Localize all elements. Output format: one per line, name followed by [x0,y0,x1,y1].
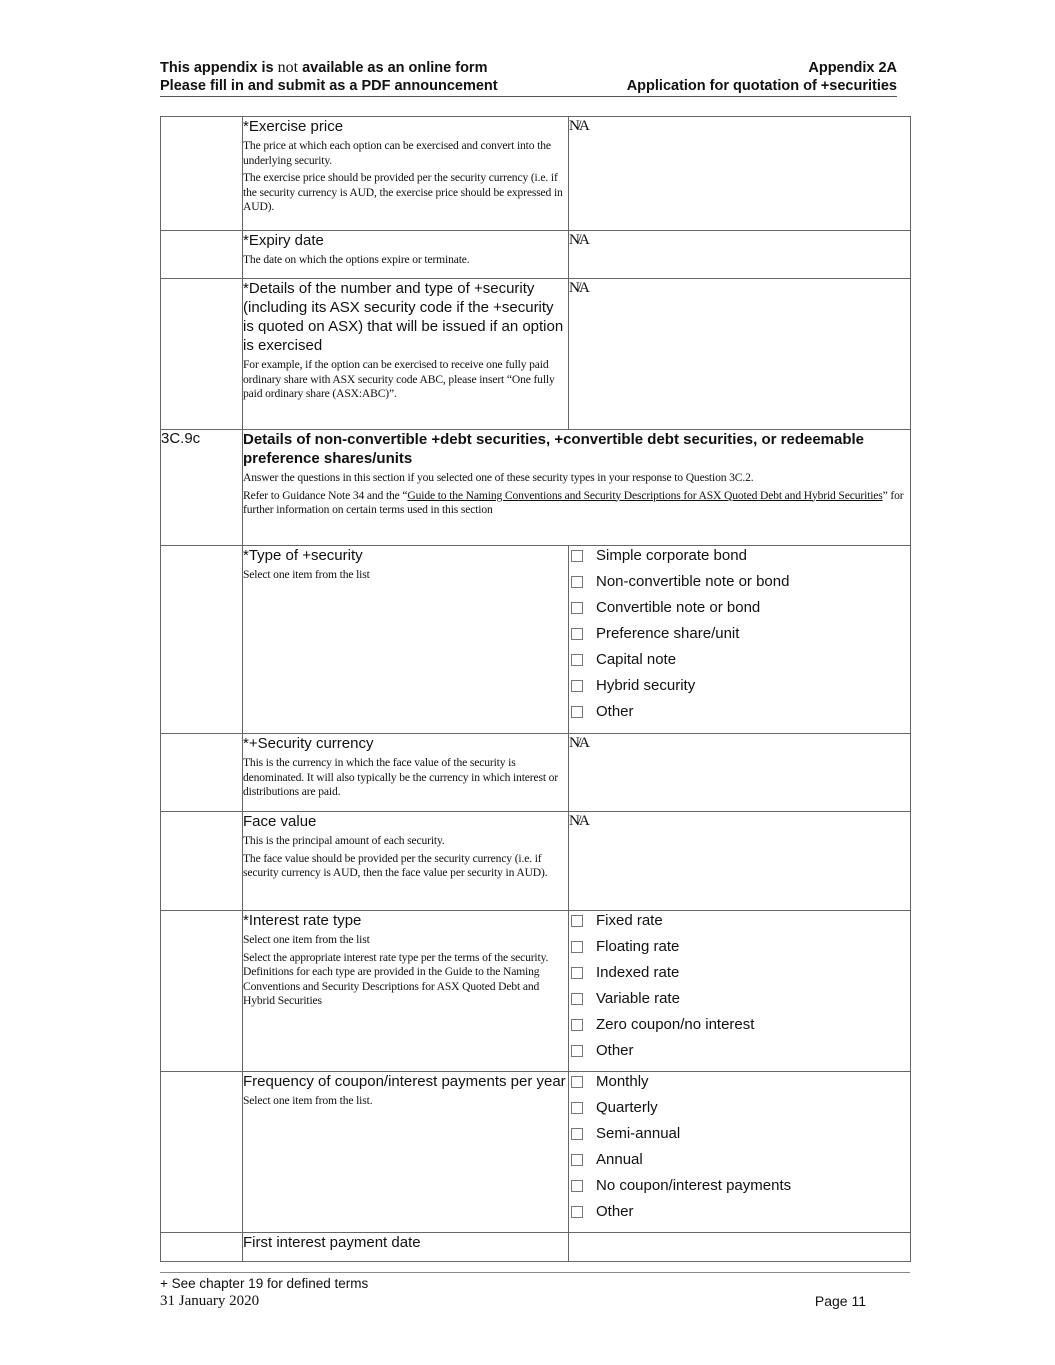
answer-cell[interactable] [569,1233,911,1262]
checkbox-option[interactable]: Floating rate [569,937,910,963]
answer-value[interactable]: N/A [569,813,588,829]
row-expiry-date [161,231,911,279]
checkbox[interactable] [571,1180,583,1192]
checkbox-option[interactable]: Semi-annual [569,1124,910,1150]
row-number-cell [161,1233,243,1262]
question-note: The price at which each option can be exercised and convert into the underlying security. [243,139,551,167]
checkbox-option[interactable]: Simple corporate bond [569,546,910,572]
checkbox-option[interactable]: Capital note [569,650,910,676]
question-note: Select one item from the list [243,568,370,581]
section-note-guidance: Refer to Guidance Note 34 and the “Guide to the Naming Conventions and Security Descriptions for ASX Quoted Debt and Hybrid Securities” for further information on certain terms used in this section [243,488,904,516]
question-title: *Details of the number and type of +security (including its ASX security code if the +security is quoted on ASX) that will be issued if an option is exercised [243,280,564,354]
checkbox[interactable] [571,602,583,614]
question-title: Frequency of coupon/interest payments per year [243,1073,566,1090]
question-title: First interest payment date [243,1234,421,1251]
question-title: *Expiry date [243,232,324,249]
question-note: The face value should be provided per the security currency (i.e. if security currency is AUD, then the face value per security in AUD). [243,851,548,879]
answer-options [569,1072,911,1233]
header-left-line2: Please fill in and submit as a PDF announcement [160,78,498,94]
question-note: This is the currency in which the face value of the security is denominated. It will also typically be the currency in which interest or distributions are paid. [243,756,559,798]
row-number-cell [161,911,243,1072]
header-appendix-label: Appendix 2A [808,60,897,76]
checkbox[interactable] [571,941,583,953]
section-title: Details of non-convertible +debt securities, +convertible debt securities, or redeemable preference shares/units [243,431,865,467]
checkbox[interactable] [571,1076,583,1088]
checkbox-option[interactable]: Quarterly [569,1098,910,1124]
row-first-interest-date [161,1233,911,1262]
row-interest-rate-type [161,911,911,1072]
checkbox-option[interactable]: Fixed rate [569,911,910,937]
question-note: The exercise price should be provided per the security currency (i.e. if the security currency is AUD, the exercise price should be expressed in AUD). [243,171,563,213]
checkbox[interactable] [571,1128,583,1140]
page-footer [160,1272,910,1310]
question-cell [243,1072,569,1233]
checkbox[interactable] [571,1154,583,1166]
answer-value[interactable]: N/A [569,118,588,134]
checkbox-option[interactable]: Preference share/unit [569,624,910,650]
checkbox-option[interactable]: Hybrid security [569,676,910,702]
row-security-currency [161,734,911,812]
checkbox-option[interactable]: Monthly [569,1072,910,1098]
question-cell [243,546,569,734]
checkbox-option[interactable]: Zero coupon/no interest [569,1015,910,1041]
checkbox[interactable] [571,1206,583,1218]
answer-value[interactable]: N/A [569,232,588,248]
question-title: *Interest rate type [243,912,362,929]
question-title: Face value [243,813,317,830]
guide-link[interactable]: Guide to the Naming Conventions and Security Descriptions for ASX Quoted Debt and Hybrid Securities [407,488,883,502]
answer-cell[interactable] [569,812,911,911]
checkbox-option[interactable]: Variable rate [569,989,910,1015]
answer-cell[interactable] [569,117,911,231]
answer-cell[interactable] [569,734,911,812]
row-exercise-price [161,117,911,231]
question-note: Select the appropriate interest rate type per the terms of the security. Definitions for each type are provided in the Guide to the Naming Conventions and Security Descriptions for ASX Quoted Debt and Hybrid Securities [243,950,549,1007]
checkbox-option[interactable]: Convertible note or bond [569,598,910,624]
checkbox[interactable] [571,1045,583,1057]
question-cell [243,279,569,430]
checkbox[interactable] [571,576,583,588]
checkbox-option[interactable]: Other [569,1202,910,1228]
row-type-of-security [161,546,911,734]
question-cell [243,1233,569,1262]
row-number-cell [161,279,243,430]
row-number-cell [161,734,243,812]
answer-value[interactable]: N/A [569,280,588,296]
row-face-value [161,812,911,911]
question-cell [243,734,569,812]
section-number: 3C.9c [161,430,243,546]
header-appendix-title: Application for quotation of +securities [626,78,897,94]
checkbox-option[interactable]: Other [569,1041,910,1067]
question-title: *Type of +security [243,547,363,564]
section-note: Answer the questions in this section if you selected one of these security types in your response to Question 3C.2. [243,471,754,484]
section-heading-cell [243,430,911,546]
footer-date: 31 January 2020 [160,1293,260,1309]
question-note: Select one item from the list. [243,1094,373,1107]
row-number-cell [161,231,243,279]
checkbox[interactable] [571,550,583,562]
question-cell [243,812,569,911]
row-section-3c9c [161,430,911,546]
answer-cell[interactable] [569,231,911,279]
defined-terms-note: + See chapter 19 for defined terms [160,1276,369,1291]
row-number-cell [161,117,243,231]
answer-options [569,911,911,1072]
row-number-cell [161,546,243,734]
checkbox[interactable] [571,654,583,666]
page-header [160,59,897,97]
checkbox[interactable] [571,967,583,979]
checkbox[interactable] [571,628,583,640]
checkbox[interactable] [571,993,583,1005]
question-note: For example, if the option can be exercised to receive one fully paid ordinary share with ASX security code ABC, please insert “One fully paid ordinary share (ASX:ABC)”. [243,358,555,400]
checkbox[interactable] [571,915,583,927]
question-cell [243,117,569,231]
answer-options [569,546,911,734]
row-number-cell [161,812,243,911]
checkbox[interactable] [571,706,583,718]
header-left-line1: This appendix is not available as an online form [160,59,488,76]
page-number: Page 11 [814,1293,866,1309]
question-title: *Exercise price [243,118,344,135]
checkbox[interactable] [571,680,583,692]
question-note: This is the principal amount of each security. [243,834,445,847]
question-cell [243,231,569,279]
row-details-issued [161,279,911,430]
checkbox-option[interactable]: Annual [569,1150,910,1176]
checkbox[interactable] [571,1019,583,1031]
form-table [160,116,911,1262]
answer-value[interactable]: N/A [569,735,588,751]
answer-cell[interactable] [569,279,911,430]
checkbox-option[interactable]: Non-convertible note or bond [569,572,910,598]
checkbox[interactable] [571,1102,583,1114]
question-cell [243,911,569,1072]
question-note: Select one item from the list [243,933,370,946]
checkbox-option[interactable]: No coupon/interest payments [569,1176,910,1202]
checkbox-option[interactable]: Other [569,702,910,728]
row-number-cell [161,1072,243,1233]
row-frequency [161,1072,911,1233]
question-title: *+Security currency [243,735,374,752]
question-note: The date on which the options expire or terminate. [243,253,470,266]
checkbox-option[interactable]: Indexed rate [569,963,910,989]
